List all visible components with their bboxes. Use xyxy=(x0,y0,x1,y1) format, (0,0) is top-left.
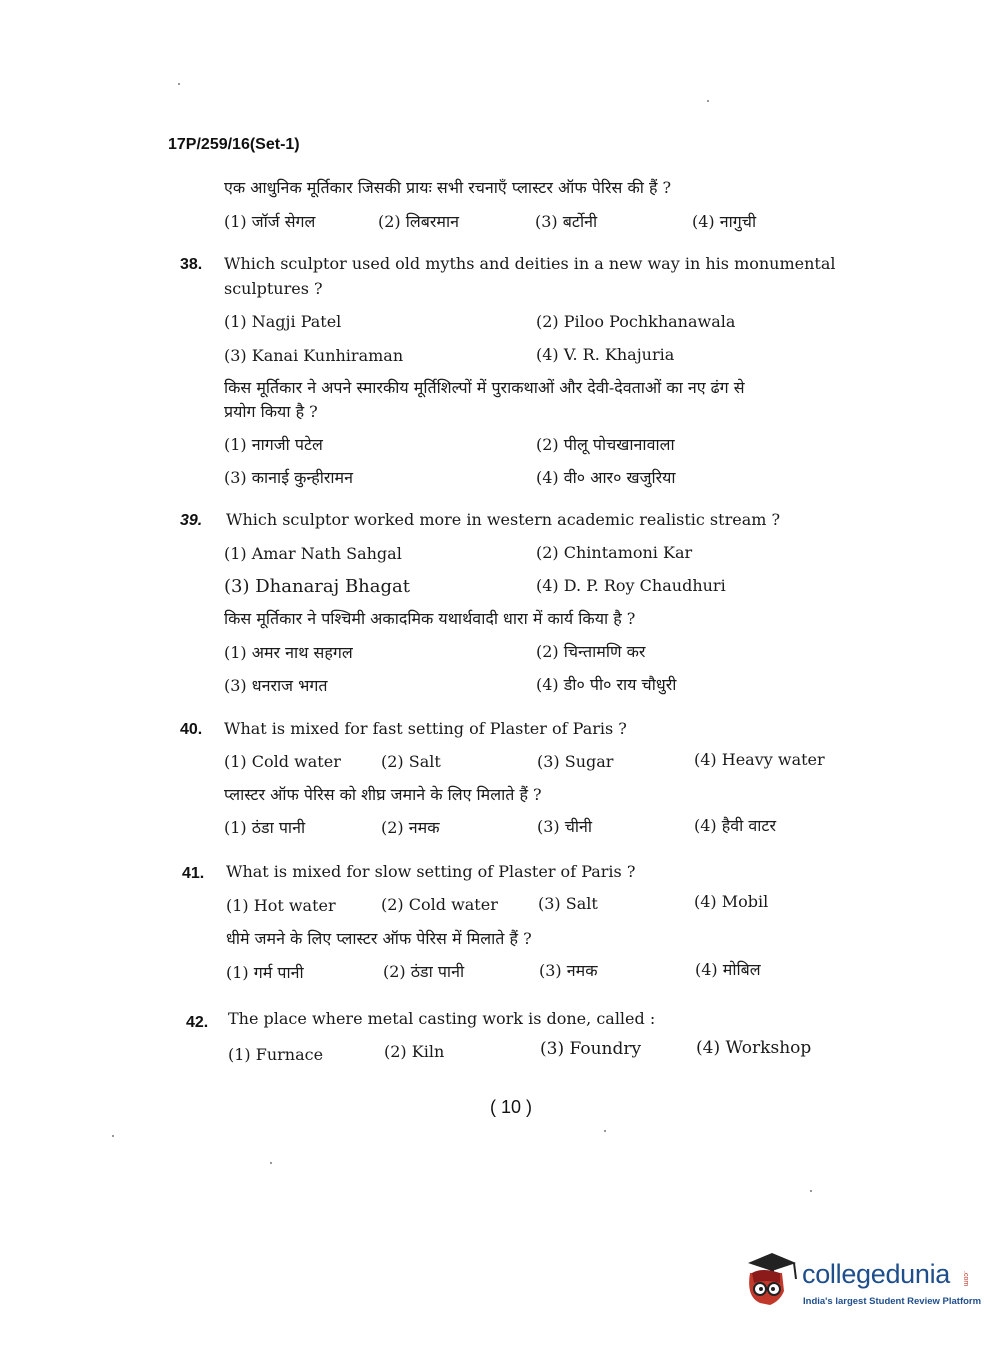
q38-hindi-option: (3) कानाई कुन्हीरामन xyxy=(224,468,353,487)
q41-english-option: (3) Salt xyxy=(538,894,598,913)
q40-hindi-question: प्लास्टर ऑफ पेरिस को शीघ्र जमाने के लिए मिलाते हैं ? xyxy=(224,785,542,804)
q37-hindi-question: एक आधुनिक मूर्तिकार जिसकी प्रायः सभी रचनाएँ प्लास्टर ऑफ पेरिस की हैं ? xyxy=(224,178,672,197)
q40-hindi-option: (4) हैवी वाटर xyxy=(694,816,777,835)
q38-english-option: (2) Piloo Pochkhanawala xyxy=(536,312,736,331)
q39-english-option: (1) Amar Nath Sahgal xyxy=(224,544,402,563)
q38-english-question: sculptures ? xyxy=(224,279,323,298)
q40-hindi-option: (2) नमक xyxy=(381,818,440,837)
q42-english-option: (3) Foundry xyxy=(540,1039,642,1059)
q39-hindi-option: (2) चिन्तामणि कर xyxy=(536,642,646,661)
scan-speck xyxy=(604,1130,606,1132)
q38-english-option: (4) V. R. Khajuria xyxy=(536,345,675,364)
paper-code: 17P/259/16(Set-1) xyxy=(168,136,300,153)
q39-english-option: (4) D. P. Roy Chaudhuri xyxy=(536,576,726,595)
collegedunia-watermark xyxy=(740,1247,982,1317)
q41-hindi-option: (3) नमक xyxy=(539,961,598,980)
q41-english-option: (2) Cold water xyxy=(381,895,498,914)
q38-english-option: (3) Kanai Kunhiraman xyxy=(224,346,404,365)
scan-speck xyxy=(112,1135,114,1137)
q38-hindi-question: किस मूर्तिकार ने अपने स्मारकीय मूर्तिशिल्पों में पुराकथाओं और देवी-देवताओं का नए ढंग से xyxy=(224,378,745,397)
q40-hindi-option: (1) ठंडा पानी xyxy=(224,818,306,837)
scan-speck xyxy=(178,83,180,85)
q38-english-question: Which sculptor used old myths and deities in a new way in his monumental xyxy=(224,254,836,273)
q41-english-question: What is mixed for slow setting of Plaster of Paris ? xyxy=(226,862,636,881)
q40-english-option: (1) Cold water xyxy=(224,752,341,771)
q38-english-option: (1) Nagji Patel xyxy=(224,312,342,331)
question-number: 40. xyxy=(180,721,203,738)
q41-english-option: (1) Hot water xyxy=(226,896,336,915)
q42-english-option: (1) Furnace xyxy=(228,1045,324,1064)
question-number: 42. xyxy=(186,1014,209,1031)
q38-hindi-question: प्रयोग किया है ? xyxy=(224,402,318,421)
q41-hindi-option: (4) मोबिल xyxy=(695,960,761,979)
scan-speck xyxy=(707,100,709,102)
brand-tld: .com xyxy=(962,1271,969,1287)
scan-speck xyxy=(810,1190,812,1192)
q39-hindi-option: (3) धनराज भगत xyxy=(224,676,328,695)
q38-hindi-option: (1) नागजी पटेल xyxy=(224,435,323,454)
q42-english-option: (2) Kiln xyxy=(384,1042,445,1061)
q37-hindi-option: (3) बर्टोनी xyxy=(535,212,598,231)
q41-hindi-option: (1) गर्म पानी xyxy=(226,963,304,982)
q39-hindi-option: (4) डी० पी० राय चौधुरी xyxy=(536,675,677,694)
q41-english-option: (4) Mobil xyxy=(694,892,769,911)
scan-speck xyxy=(270,1162,272,1164)
question-number: 39. xyxy=(180,512,203,529)
q40-hindi-option: (3) चीनी xyxy=(537,817,593,836)
q39-english-question: Which sculptor worked more in western academic realistic stream ? xyxy=(226,510,781,529)
q40-english-option: (2) Salt xyxy=(381,752,441,771)
q37-hindi-option: (1) जॉर्ज सेगल xyxy=(224,212,316,231)
q39-hindi-question: किस मूर्तिकार ने पश्चिमी अकादमिक यथार्थवादी धारा में कार्य किया है ? xyxy=(224,609,636,628)
q38-hindi-option: (4) वी० आर० खजुरिया xyxy=(536,468,676,487)
q39-hindi-option: (1) अमर नाथ सहगल xyxy=(224,643,353,662)
q39-english-option: (3) Dhanaraj Bhagat xyxy=(224,576,410,597)
q37-hindi-option: (2) लिबरमान xyxy=(378,212,460,231)
q41-hindi-option: (2) ठंडा पानी xyxy=(383,962,465,981)
q40-english-option: (3) Sugar xyxy=(537,752,614,771)
q39-english-option: (2) Chintamoni Kar xyxy=(536,543,693,562)
q38-hindi-option: (2) पीलू पोचखानावाला xyxy=(536,435,675,454)
q42-english-question: The place where metal casting work is done, called : xyxy=(228,1009,656,1028)
mascot-icon xyxy=(740,1249,800,1311)
brand-tagline: India's largest Student Review Platform xyxy=(803,1296,982,1307)
q40-english-question: What is mixed for fast setting of Plaster of Paris ? xyxy=(224,719,627,738)
question-number: 41. xyxy=(182,865,205,882)
q42-english-option: (4) Workshop xyxy=(696,1038,812,1058)
brand-name: collegedunia xyxy=(802,1259,951,1289)
question-number: 38. xyxy=(180,256,203,273)
q40-english-option: (4) Heavy water xyxy=(694,750,825,769)
q37-hindi-option: (4) नागुची xyxy=(692,212,757,231)
q41-hindi-question: धीमे जमने के लिए प्लास्टर ऑफ पेरिस में मिलाते हैं ? xyxy=(226,929,532,948)
page-number: ( 10 ) xyxy=(490,1097,533,1117)
